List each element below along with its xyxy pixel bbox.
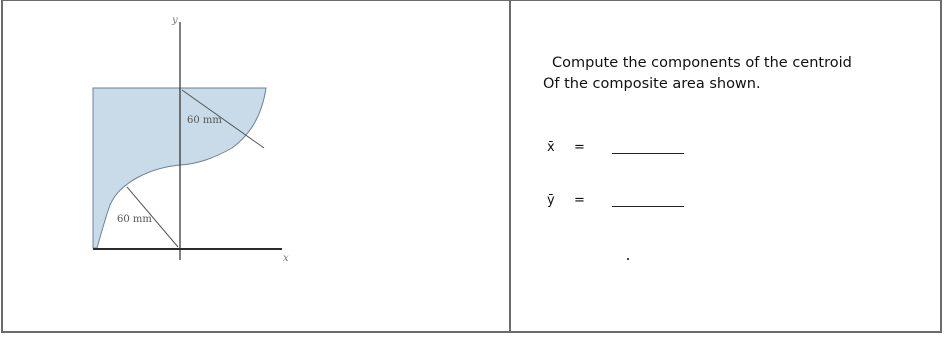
y-axis-label: y	[172, 15, 178, 26]
x-bar-symbol: x̄	[547, 140, 555, 155]
x-bar-answer-blank[interactable]	[612, 153, 684, 154]
question-text	[543, 53, 933, 95]
stray-dot	[627, 258, 629, 260]
equals-sign: =	[574, 193, 585, 208]
equals-sign: =	[574, 140, 585, 155]
x-axis-label: x	[283, 253, 289, 264]
y-bar-symbol: ȳ	[547, 193, 555, 208]
question-line-2: Of the composite area shown.	[543, 76, 761, 92]
dimension-label-lower: 60 mm	[117, 214, 152, 225]
dimension-label-upper: 60 mm	[187, 115, 222, 126]
y-bar-answer-blank[interactable]	[612, 206, 684, 207]
question-line-1: Compute the components of the centroid	[552, 55, 852, 71]
